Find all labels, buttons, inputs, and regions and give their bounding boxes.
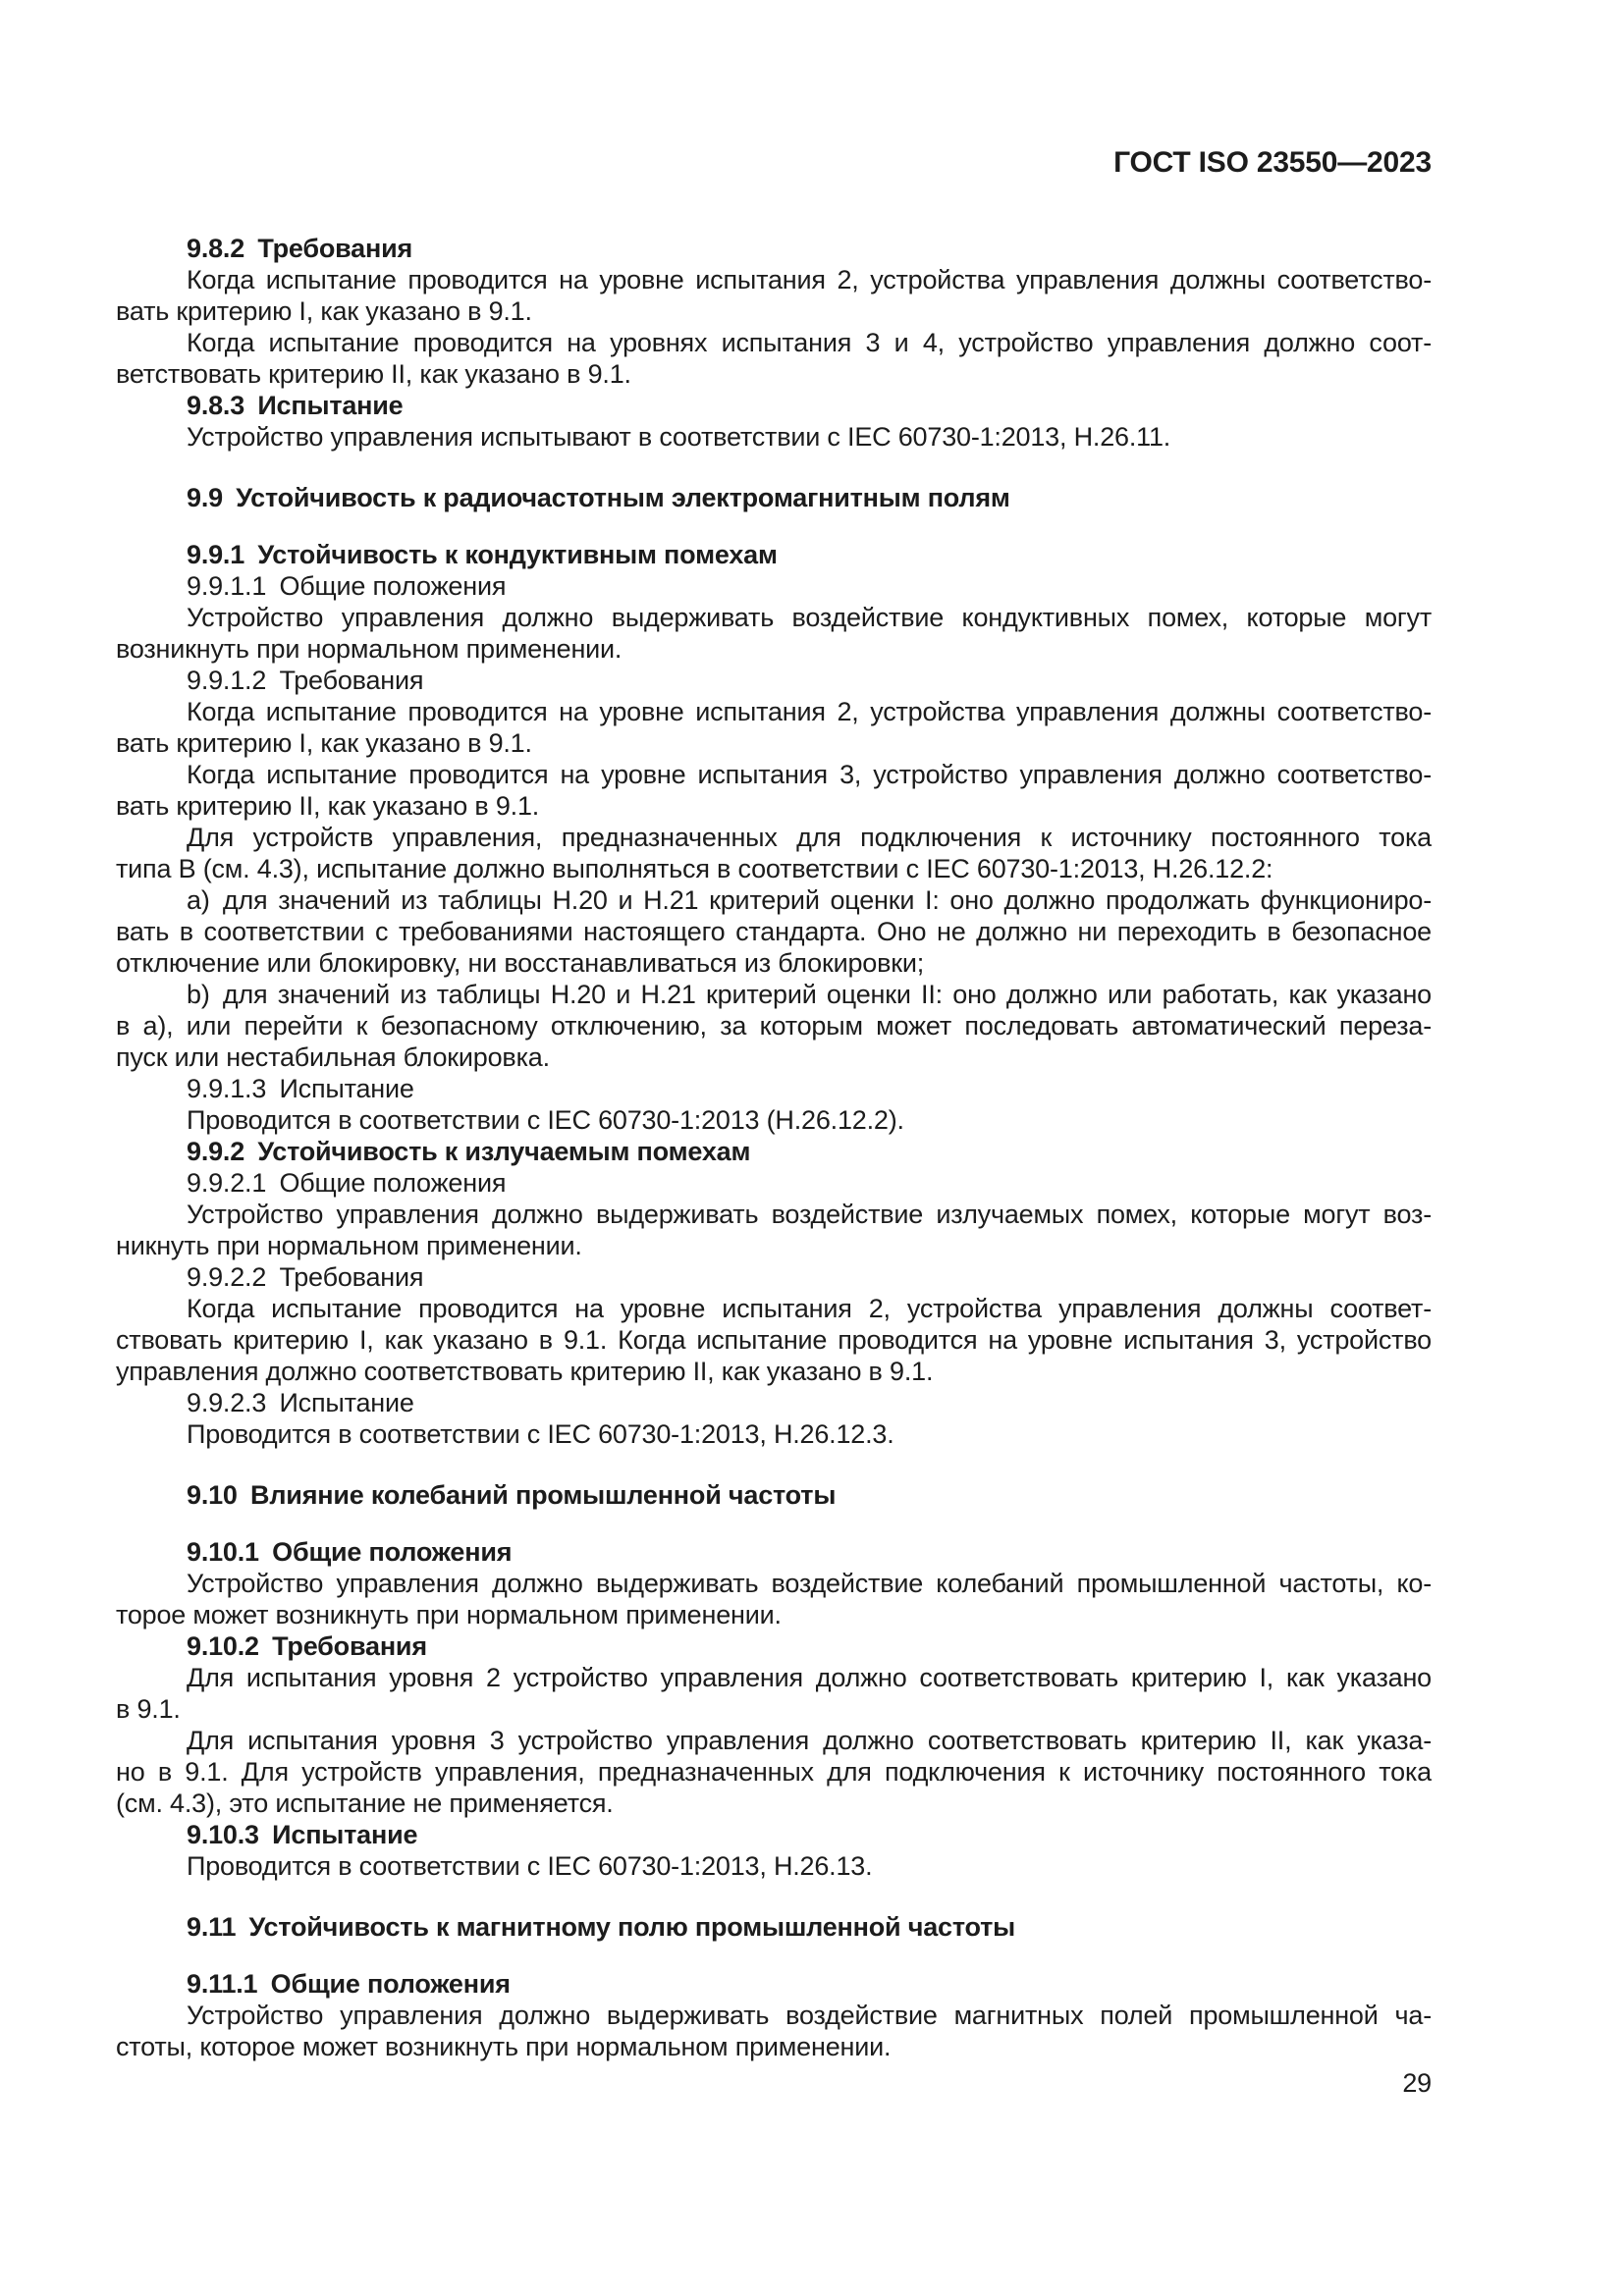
clause-heading [116, 1167, 1432, 1199]
clause-heading [116, 1387, 1432, 1418]
paragraph [116, 1725, 1432, 1819]
text-line: Проводится в соответствии с IEC 60730-1:2013, Н.26.12.3. [187, 1419, 894, 1449]
text-line: Когда испытание проводится на уровнях испытания 3 и 4, устройство управления должно соот- [187, 328, 1432, 357]
document-body [116, 233, 1432, 2062]
subsection-heading [116, 1136, 1432, 1167]
text-line: типа В (см. 4.3), испытание должно выполняться в соответствии с IEC 60730-1:2013, Н.26.12.2: [116, 854, 1273, 883]
text-line: 9.9.1.2 Требования [187, 666, 424, 695]
text-line: Устройство управления должно выдерживать воздействие излучаемых помех, которые могут воз- [187, 1200, 1432, 1229]
subsection-heading [116, 1536, 1432, 1568]
paragraph [116, 264, 1432, 327]
paragraph [116, 1104, 1432, 1136]
text-line: вать критерию I, как указано в 9.1. [116, 296, 532, 326]
running-header: ГОСТ ISO 23550—2023 [1113, 146, 1432, 179]
paragraph [116, 1850, 1432, 1882]
text-line: Для устройств управления, предназначенных для подключения к источнику постоянного тока [187, 823, 1432, 852]
clause-heading [116, 1261, 1432, 1293]
text-line: Устройство управления должно выдерживать воздействие магнитных полей промышленной ча- [187, 2001, 1432, 2030]
text-line: Когда испытание проводится на уровне испытания 2, устройства управления должны соответство- [187, 697, 1432, 726]
text-line: в а), или перейти к безопасному отключению, за которым может последовать автоматический переза- [116, 1011, 1432, 1041]
subsection-heading [116, 390, 1432, 421]
subsection-heading [116, 1819, 1432, 1850]
paragraph [116, 696, 1432, 759]
text-line: Когда испытание проводится на уровне испытания 3, устройство управления должно соответство- [187, 760, 1432, 789]
paragraph [116, 602, 1432, 665]
text-line: ветствовать критерию II, как указано в 9.1. [116, 359, 631, 389]
text-line: вать критерию II, как указано в 9.1. [116, 791, 540, 821]
text-line: 9.9 Устойчивость к радиочастотным электромагнитным полям [187, 483, 1010, 512]
text-line: пуск или нестабильная блокировка. [116, 1042, 550, 1072]
text-line: торое может возникнуть при нормальном применении. [116, 1600, 782, 1629]
text-line: Для испытания уровня 3 устройство управления должно соответствовать критерию II, как указа- [187, 1726, 1432, 1755]
clause-heading [116, 665, 1432, 696]
clause-heading [116, 1073, 1432, 1104]
text-line: 9.9.1 Устойчивость к кондуктивным помехам [187, 540, 778, 569]
paragraph [116, 327, 1432, 390]
paragraph [116, 1418, 1432, 1450]
paragraph [116, 759, 1432, 822]
text-line: 9.11.1 Общие положения [187, 1969, 511, 1999]
subsection-heading [116, 1968, 1432, 2000]
text-line: 9.10.1 Общие положения [187, 1537, 513, 1567]
text-line: Проводится в соответствии с IEC 60730-1:2013, Н.26.13. [187, 1851, 873, 1881]
text-line: 9.10 Влияние колебаний промышленной частоты [187, 1480, 837, 1510]
paragraph [116, 1568, 1432, 1630]
text-line: 9.9.1.3 Испытание [187, 1074, 414, 1103]
section-heading [116, 1479, 1432, 1511]
text-line: 9.9.2 Устойчивость к излучаемым помехам [187, 1137, 751, 1166]
paragraph [116, 1293, 1432, 1387]
text-line: а) для значений из таблицы Н.20 и Н.21 критерий оценки I: оно должно продолжать функциониро- [187, 885, 1432, 915]
text-line: управления должно соответствовать критерию II, как указано в 9.1. [116, 1357, 934, 1386]
paragraph [116, 2000, 1432, 2062]
text-line: Устройство управления должно выдерживать воздействие колебаний промышленной частоты, ко- [187, 1569, 1432, 1598]
text-line: 9.9.2.2 Требования [187, 1262, 424, 1292]
paragraph [116, 1662, 1432, 1725]
text-line: ствовать критерию I, как указано в 9.1. Когда испытание проводится на уровне испытания 3, устройство [116, 1325, 1432, 1355]
paragraph [116, 979, 1432, 1073]
text-line: Устройство управления должно выдерживать воздействие кондуктивных помех, которые могут [187, 603, 1432, 632]
text-line: но в 9.1. Для устройств управления, предназначенных для подключения к источнику постоянного тока [116, 1757, 1432, 1787]
text-line: стоты, которое может возникнуть при нормальном применении. [116, 2032, 892, 2061]
text-line: 9.8.3 Испытание [187, 391, 404, 420]
text-line: в 9.1. [116, 1694, 181, 1724]
text-line: Когда испытание проводится на уровне испытания 2, устройства управления должны соответ- [187, 1294, 1432, 1323]
text-line: никнуть при нормальном применении. [116, 1231, 582, 1260]
text-line: 9.9.1.1 Общие положения [187, 571, 507, 601]
subsection-heading [116, 1630, 1432, 1662]
text-line: 9.9.2.3 Испытание [187, 1388, 414, 1417]
paragraph [116, 822, 1432, 884]
text-line: вать критерию I, как указано в 9.1. [116, 728, 532, 758]
text-line: 9.8.2 Требования [187, 234, 413, 263]
clause-heading [116, 570, 1432, 602]
section-heading [116, 482, 1432, 513]
text-line: вать в соответствии с требованиями настоящего стандарта. Оно не должно ни переходить в безопасное [116, 917, 1432, 946]
text-line: 9.10.2 Требования [187, 1631, 427, 1661]
paragraph [116, 884, 1432, 979]
text-line: (см. 4.3), это испытание не применяется. [116, 1789, 614, 1818]
text-line: отключение или блокировку, ни восстанавливаться из блокировки; [116, 948, 925, 978]
section-heading [116, 1911, 1432, 1943]
subsection-heading [116, 539, 1432, 570]
text-line: Проводится в соответствии с IEC 60730-1:2013 (Н.26.12.2). [187, 1105, 904, 1135]
subsection-heading [116, 233, 1432, 264]
text-line: 9.11 Устойчивость к магнитному полю промышленной частоты [187, 1912, 1016, 1942]
page-number: 29 [1402, 2068, 1432, 2098]
text-line: 9.10.3 Испытание [187, 1820, 418, 1849]
paragraph [116, 1199, 1432, 1261]
text-line: возникнуть при нормальном применении. [116, 634, 623, 664]
text-line: 9.9.2.1 Общие положения [187, 1168, 507, 1198]
text-line: b) для значений из таблицы Н.20 и Н.21 критерий оценки II: оно должно или работать, как указано [187, 980, 1432, 1009]
paragraph [116, 421, 1432, 453]
text-line: Устройство управления испытывают в соответствии с IEC 60730-1:2013, Н.26.11. [187, 422, 1171, 452]
text-line: Для испытания уровня 2 устройство управления должно соответствовать критерию I, как указано [187, 1663, 1432, 1692]
text-line: Когда испытание проводится на уровне испытания 2, устройства управления должны соответство- [187, 265, 1432, 294]
